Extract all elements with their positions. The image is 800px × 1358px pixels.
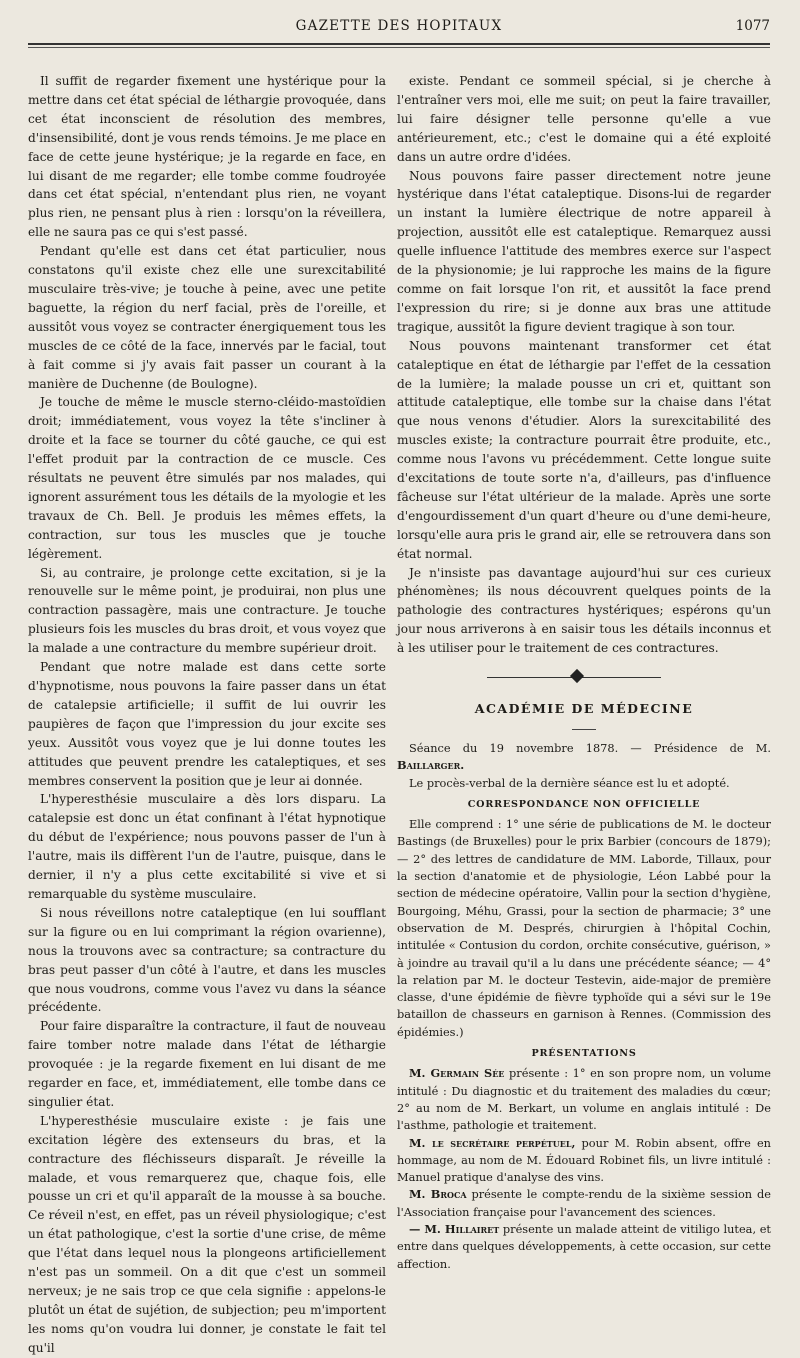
presentation-text: pour M. Robin absent, offre en hommage, au nom de M. Édouard Robinet fils, un livre intitulé : Manuel pratique d'analyse des vins. [397, 1135, 771, 1185]
paragraph: Pour faire disparaître la contracture, il faut de nouveau faire tomber notre malade dans l'état de léthargie provoquée : je la regarde fixement en lui disant de me regarder en face, et, immédiatement, elle tombe dans ce singulier état. [28, 1019, 386, 1109]
title-rule [572, 729, 596, 730]
paragraph: Pendant que notre malade est dans cette sorte d'hypnotisme, nous pouvons la faire passer dans un état de catalepsie artificielle; il suffit de lui ouvrir les paupières de façon que l'impression du jour excite ses yeux. Aussitôt vous voyez que je lui donne toutes les attitudes que peuvent prendre les cataleptiques, et ses membres conservent la position que je leur ai donnée. [28, 660, 386, 788]
paragraph: Nous pouvons maintenant transformer cet état cataleptique en état de léthargie par l'effet de la cessation de la lumière; la malade pousse un cri et, quittant son attitude cataleptique, elle tombe sur la chaise dans l'état que nous venons d'étudier. Alors la surexcitabilité des muscles existe; la contracture pourrait être produite, etc., comme nous l'avons vu précédemment. Cette longue suite d'excitations de toute sorte n'a, d'ailleurs, pas d'influence fâcheuse sur l'état ultérieur de la malade. Après une sorte d'engourdissement d'un quart d'heure ou d'une demi-heure, lorsqu'elle aura pris le grand air, elle se retrouvera dans son état normal. [397, 338, 771, 561]
presentation-item [397, 1186, 771, 1221]
separator-ornament [570, 669, 584, 683]
speaker-name: M. le secrétaire perpétuel, [409, 1135, 576, 1150]
president-name: Baillarger. [397, 758, 465, 773]
speaker-name: — M. Hillairet [409, 1222, 500, 1237]
journal-title: GAZETTE DES HOPITAUX [295, 18, 503, 34]
paragraph: Je touche de même le muscle sterno-cléido-mastoïdien droit; immédiatement, vous voyez la tête s'incliner à droite et la face se tourner du côté gauche, ce qui est l'effet produit par la contraction de ce muscle. Ces résultats ne peuvent être simulés par nos malades, qui ignorent assurément tous les détails de la myologie et les travaux de Ch. Bell. Je produis les mêmes effets, la contraction, sur tous les muscles que je touche légèrement. [28, 395, 386, 561]
right-column [397, 72, 771, 1273]
paragraph: L'hyperesthésie musculaire existe : je fais une excitation légère des extenseurs du bras, et la contracture des fléchisseurs disparaît. Je réveille la malade, et vous remarquerez que, chaque fois, elle pousse un cri et qu'il apparaît de la mousse à sa bouche. Ce réveil n'est, en effet, pas un réveil physiologique; c'est un état pathologique, c'est la sortie d'une crise, de même que l'état dans lequel nous la plongeons artificiellement n'est pas un sommeil. On a dit que c'est un sommeil nerveux; je ne sais trop ce que cela signifie : appelons-le plutôt un état de sujétion, de subjection; peu m'importent les noms qu'on voudra lui donner, je constate le fait tel qu'il [28, 1113, 386, 1355]
presentation-text: présente le compte-rendu de la sixième session de l'Association française pour l'avancement des sciences. [397, 1187, 771, 1219]
paragraph: existe. Pendant ce sommeil spécial, si je cherche à l'entraîner vers moi, elle me suit; on peut la faire travailler, lui faire désigner telle personne qu'elle a vue antérieurement, etc.; c'est le domaine qui a été exploité dans un autre ordre d'idées. [397, 74, 771, 164]
academy-report [397, 740, 771, 1273]
paragraph: Si, au contraire, je prolonge cette excitation, si je la renouvelle sur le même point, je produirai, non plus une contraction passagère, mais une contracture. Je touche plusieurs fois les muscles du bras droit, et vous voyez que la malade a une contracture du membre supérieur droit. [28, 565, 386, 656]
section-title: ACADÉMIE DE MÉDECINE [474, 701, 694, 717]
presentation-item [397, 1135, 771, 1187]
paragraph: Il suffit de regarder fixement une hystérique pour la mettre dans cet état spécial de léthargie provoquée, dans cet état inconscient de résolution des membres, d'insensibilité, dont je vous rends témoins. Je me place en face de cette jeune hystérique; je la regarde en face, en lui disant de me regarder; elle tombe comme foudroyée dans cet état spécial, n'entendant plus rien, ne voyant plus rien, ne pensant plus à rien : lorsqu'on la réveillera, elle ne saura pas ce qui s'est passé. [28, 74, 386, 240]
left-column [28, 72, 386, 1358]
minutes: Le procès-verbal de la dernière séance est lu et adopté. [409, 775, 730, 790]
header-rule [28, 43, 770, 45]
section-separator [397, 668, 771, 688]
paragraph: Si nous réveillons notre cataleptique (en lui soufflant sur la figure ou en lui comprimant la région ovarienne), nous la trouvons avec sa contracture; sa contracture du bras peut passer d'un côté à l'autre, et dans les muscles que nous voudrons, comme vous l'avez vu dans la séance précédente. [28, 905, 386, 1015]
session-intro-text: Séance du 19 novembre 1878. — Présidence de M. [409, 741, 771, 755]
paragraph: Je n'insiste pas davantage aujourd'hui sur ces curieux phénomènes; ils nous découvrent quelques points de la pathologie des contractures hystériques; espérons qu'un jour nous arriverons à en saisir tous les détails inconnus et à les utiliser pour le traitement de ces contractures. [397, 565, 771, 656]
presentation-text: présente un malade atteint de vitiligo lutea, et entre dans quelques développements, à cette occasion, sur cette affection. [397, 1222, 771, 1271]
presentation-item [397, 1065, 771, 1134]
paragraph: Pendant qu'elle est dans cet état particulier, nous constatons qu'il existe chez elle une surexcitabilité musculaire très-vive; je touche à peine, avec une petite baguette, la région du nerf facial, près de l'oreille, et aussitôt vous voyez se contracter énergiquement tous les muscles de ce côté de la face, innervés par le facial, tout à fait comme si j'y avais fait passer un courant à la manière de Duchenne (de Boulogne). [28, 244, 386, 391]
page-number: 1077 [735, 18, 770, 34]
paragraph: L'hyperesthésie musculaire a dès lors disparu. La catalepsie est donc un état confinant à l'état hypnotique du début de l'expérience; nous pouvons passer de l'un à l'autre, mais ils diffèrent l'un de l'autre, puisque, dans le dernier, il n'y a plus cette excitabilité si vive et si remarquable du système musculaire. [28, 792, 386, 901]
speaker-name: M. Germain Sée [409, 1066, 505, 1081]
correspondence-text: Elle comprend : 1° une série de publications de M. le docteur Bastings (de Bruxelles) pour le prix Barbier (concours de 1879); — 2° des lettres de candidature de MM. Laborde, Tillaux, pour la section d'anatomie et de physiologie, Léon Labbé pour la section de médecine opératoire, Vallin pour la section d'hygiène, Bourgoing, Méhu, Grassi, pour la section de pharmacie; 3° une observation de M. Després, chirurgien à l'hôpital Cochin, intitulée « Contusion du cordon, orchite consécutive, guérison, » à joindre au travail qu'il a lu dans une précédente séance; — 4° la relation par M. le docteur Testevin, aide-major de première classe, d'une épidémie de fièvre typhoïde qui a sévi sur le 19e bataillon de chasseurs en garnison à Rennes. (Commission des épidémies.) [397, 817, 771, 1039]
presentation-item [397, 1221, 771, 1273]
header-rule-thin [28, 47, 770, 48]
presentations-title: PRÉSENTATIONS [531, 1048, 637, 1060]
session-intro [397, 740, 771, 775]
correspondence-title: CORRESPONDANCE NON OFFICIELLE [467, 798, 701, 810]
presentation-text: présente : 1° en son propre nom, un volume intitulé : Du diagnostic et du traitement des maladies du cœur; 2° au nom de M. Berkart, un volume en anglais intitulé : De l'asthme, pathologie et traitement. [397, 1066, 771, 1133]
speaker-name: M. Broca [409, 1187, 467, 1202]
page-header [28, 18, 770, 40]
paragraph: Nous pouvons faire passer directement notre jeune hystérique dans l'état cataleptique. Disons-lui de regarder un instant la lumière électrique de notre appareil à projection, aussitôt elle est cataleptique. Remarquez aussi quelle influence l'attitude des membres exerce sur l'aspect de la physionomie; je lui rapproche les mains de la figure comme on fait lorsque l'on rit, et aussitôt la face prend l'expression du rire; si je donne aux bras une attitude tragique, aussitôt la figure devient tragique à son tour. [397, 168, 771, 334]
